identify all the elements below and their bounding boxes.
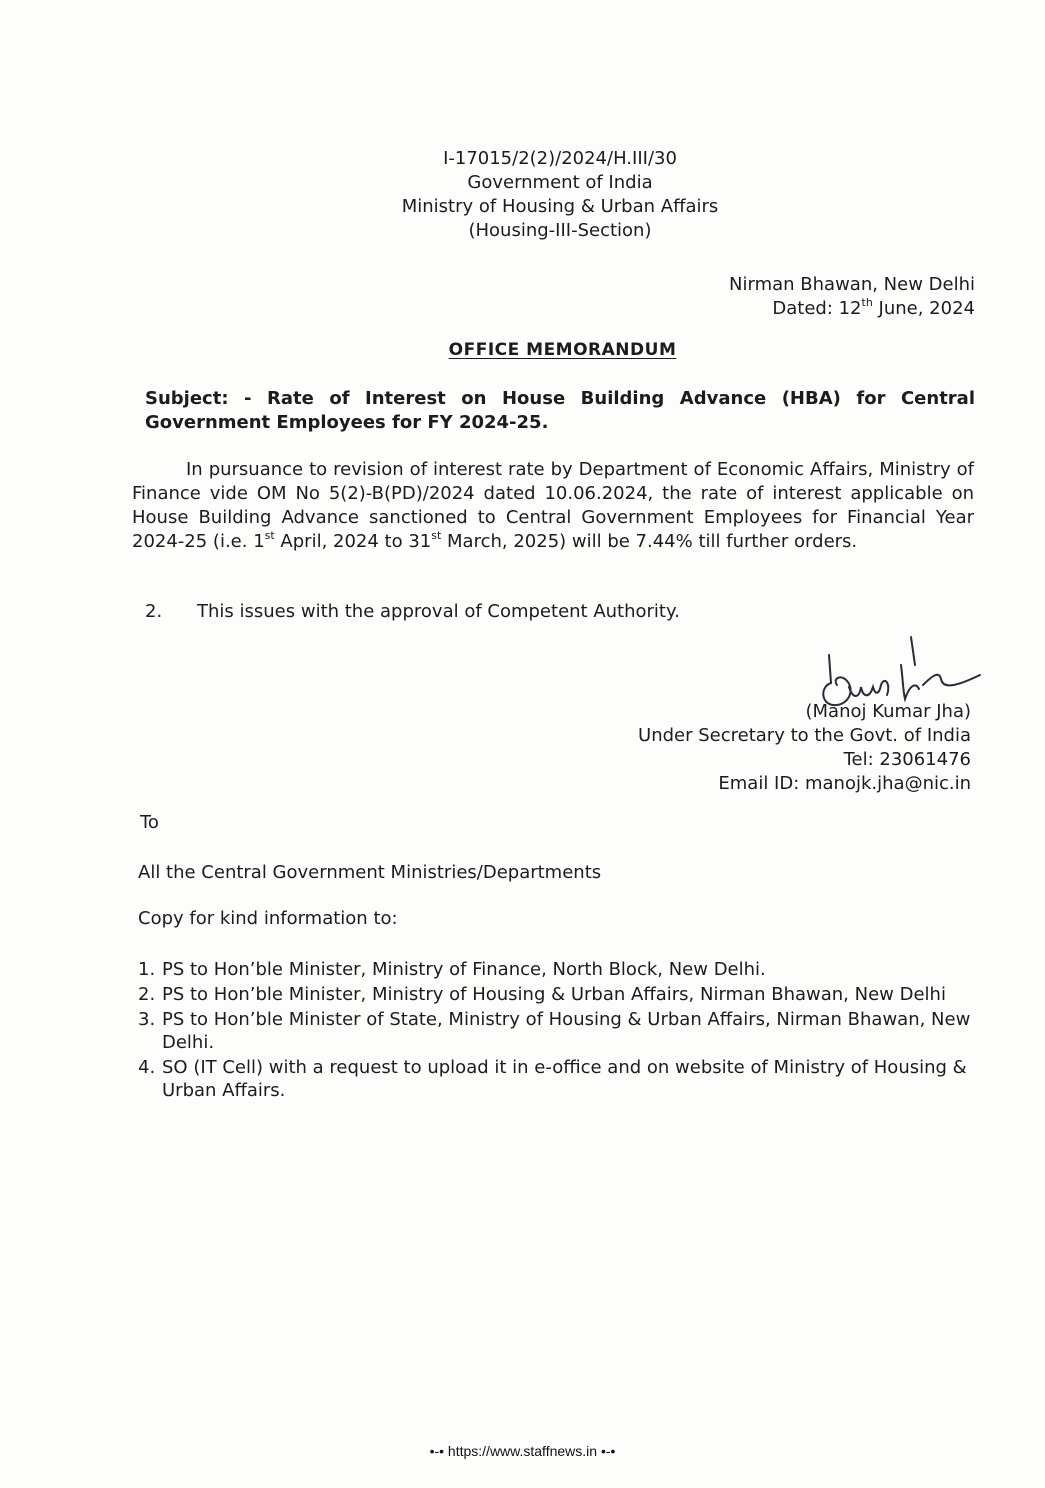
list-item: 2. PS to Hon’ble Minister, Ministry of Housing & Urban Affairs, Nirman Bhawan, New Delhi bbox=[138, 984, 946, 1005]
place-location: Nirman Bhawan, New Delhi bbox=[729, 274, 975, 295]
list-item: 3. PS to Hon’ble Minister of State, Ministry of Housing & Urban Affairs, Nirman Bhawan, New Delhi. bbox=[138, 1009, 971, 1053]
copy-label: Copy for kind information to: bbox=[138, 908, 398, 929]
signatory-block bbox=[638, 700, 971, 796]
paragraph-number: 2. bbox=[145, 601, 163, 622]
to-label: To bbox=[140, 812, 159, 833]
letterhead bbox=[300, 147, 820, 243]
memo-paragraph-1: In pursuance to revision of interest rate by Department of Economic Affairs, Ministry of Finance vide OM No 5(2)-B(PD)/2024 dated 10.06.2024, the rate of interest applicable on House Building Advance sanctioned to Central Government Employees for Financial Year 2024-25 (i.e. 1st April, 2024 to 31st March, 2025) will be 7.44% till further orders. bbox=[132, 459, 974, 552]
place-date bbox=[729, 273, 975, 321]
issue-date: Dated: 12th June, 2024 bbox=[772, 296, 975, 319]
memo-title: OFFICE MEMORANDUM bbox=[448, 340, 677, 360]
file-number: I-17015/2(2)/2024/H.III/30 bbox=[443, 148, 677, 169]
memo-subject: Subject: - Rate of Interest on House Building Advance (HBA) for Central Government Employees for FY 2024-25. bbox=[145, 388, 975, 433]
signatory-email: Email ID: manojk.jha@nic.in bbox=[718, 773, 971, 794]
signatory-name: (Manoj Kumar Jha) bbox=[805, 701, 971, 722]
list-item: 4. SO (IT Cell) with a request to upload it in e-office and on website of Ministry of Housing & Urban Affairs. bbox=[138, 1057, 967, 1101]
recipients: All the Central Government Ministries/Departments bbox=[138, 862, 602, 883]
list-item: 1. PS to Hon’ble Minister, Ministry of Finance, North Block, New Delhi. bbox=[138, 959, 766, 980]
signatory-tel: Tel: 23061476 bbox=[843, 749, 971, 770]
memo-paragraph-2 bbox=[145, 600, 680, 624]
section-name: (Housing-III-Section) bbox=[468, 220, 652, 241]
paragraph-text: This issues with the approval of Competent Authority. bbox=[197, 601, 680, 622]
ministry-name: Ministry of Housing & Urban Affairs bbox=[401, 196, 719, 217]
government-name: Government of India bbox=[467, 172, 653, 193]
footer-link[interactable]: •-• https://www.staffnews.in •-• bbox=[429, 1443, 616, 1459]
copy-list bbox=[138, 958, 978, 1104]
signatory-designation: Under Secretary to the Govt. of India bbox=[638, 725, 971, 746]
